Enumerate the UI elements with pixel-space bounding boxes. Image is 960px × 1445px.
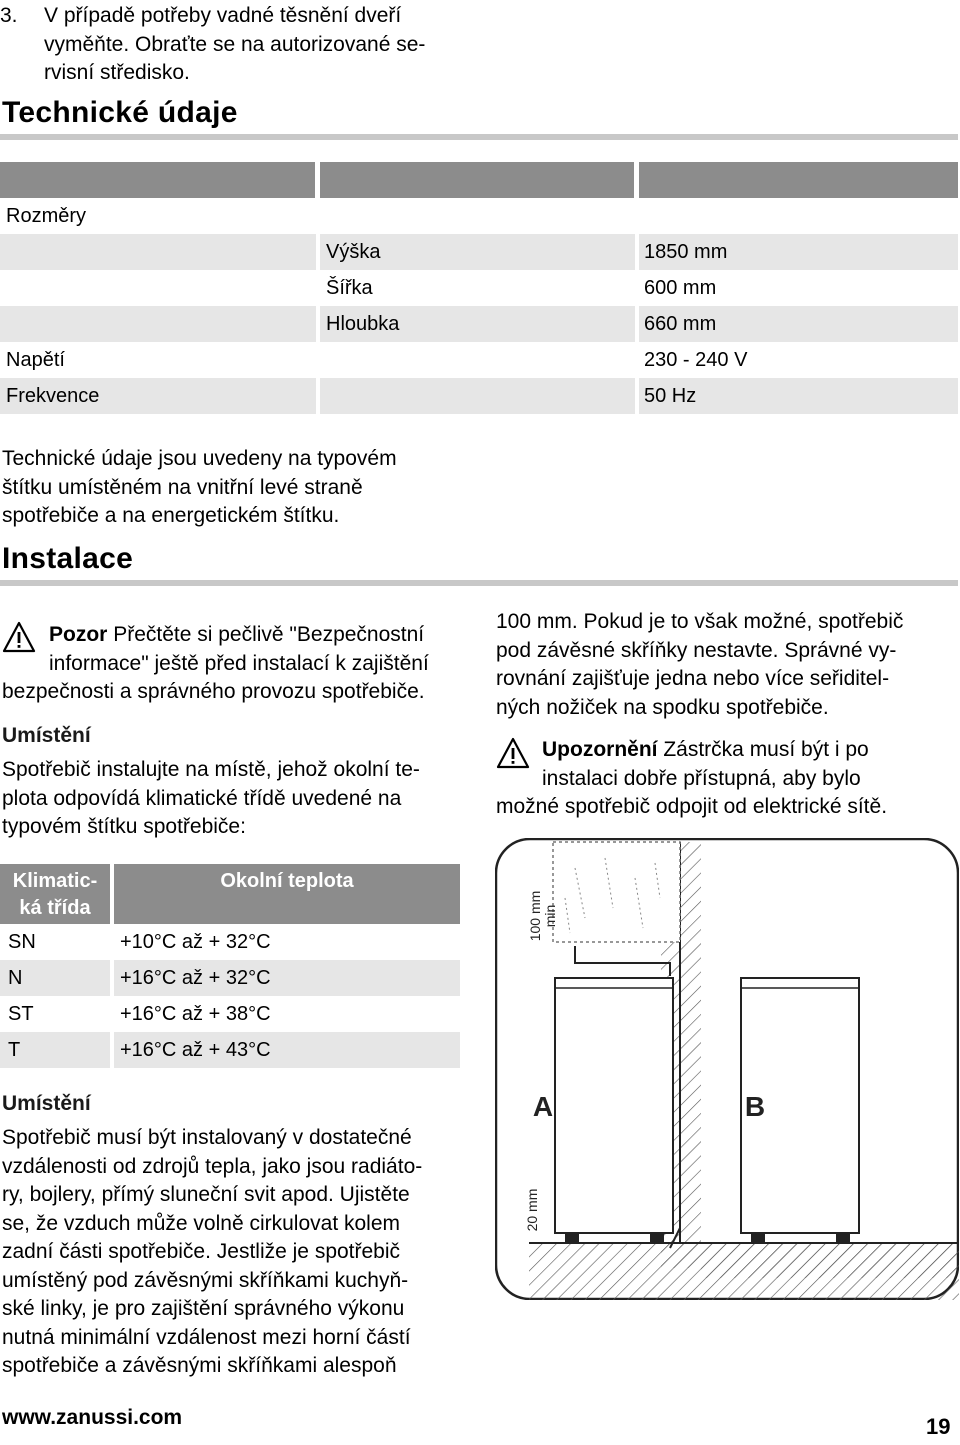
fridge-a-foot	[565, 1233, 579, 1243]
warning-label: Upozornění	[542, 738, 658, 761]
placement-title: Umístění	[2, 724, 91, 747]
placement-line: Spotřebič musí být instalovaný v dostatečné	[2, 1126, 412, 1149]
tech-value: 660 mm	[644, 313, 717, 335]
installation-diagram	[495, 838, 959, 1300]
tech-table-header-cell	[0, 162, 315, 198]
warning-text: možné spotřebič odpojit od elektrické sítě.	[496, 795, 888, 818]
warning-block	[496, 736, 958, 822]
placement-line: umístěný pod závěsnými skříňkami kuchyň-	[2, 1268, 409, 1292]
intro-number: 3.	[0, 4, 18, 27]
placement-title: Umístění	[2, 1092, 91, 1115]
placement-line: se, že vzduch může volně cirkulovat kolem	[2, 1211, 401, 1235]
install-heading-rule	[0, 580, 958, 586]
fridge-a	[555, 978, 673, 1233]
right-col-line: pod závěsné skříňky nestavte. Správné vy-	[496, 638, 897, 662]
climate-class: N	[8, 967, 23, 989]
tech-label: Frekvence	[6, 385, 100, 407]
placement-text	[2, 756, 472, 842]
label-b: B	[744, 1091, 766, 1122]
intro-line: V případě potřeby vadné těsnění dveří	[44, 4, 402, 27]
placement-line: typovém štítku spotřebiče:	[2, 815, 246, 838]
footer-url[interactable]: www.zanussi.com	[2, 1406, 183, 1429]
tech-label: Napětí	[6, 349, 65, 371]
table-divider	[635, 198, 639, 414]
tech-value: 1850 mm	[644, 241, 728, 263]
tech-table-header-cell	[320, 162, 634, 198]
placement-line: ry, bojlery, přímý sluneční svit apod. Ujistěte	[2, 1183, 410, 1206]
label-20mm: 20 mm	[524, 1188, 540, 1232]
climate-header-temp: Okolní teplota	[114, 864, 460, 924]
caution-text: Přečtěte si pečlivě "Bezpečnostní	[113, 623, 425, 646]
right-col-line: rovnání zajišťuje jedna nebo více seřiditel-	[496, 667, 890, 690]
tech-note-line: Technické údaje jsou uvedeny na typovém	[2, 447, 397, 470]
caution-label: Pozor	[49, 623, 108, 646]
page-number: 19	[926, 1414, 951, 1439]
climate-class: ST	[8, 1003, 34, 1025]
table-row	[0, 378, 958, 414]
placement-text	[2, 1124, 472, 1381]
tech-heading-rule	[0, 134, 958, 140]
placement-line: zadní části spotřebiče. Jestliže je spotřebič	[2, 1240, 401, 1263]
table-row	[0, 342, 958, 378]
intro-text	[44, 2, 474, 88]
caution-block	[2, 621, 472, 707]
label-min: min	[542, 904, 558, 928]
tech-note-line: spotřebiče a na energetickém štítku.	[2, 504, 340, 527]
install-heading: Instalace	[2, 542, 134, 575]
fridge-b-foot	[751, 1233, 765, 1243]
tech-label: Rozměry	[6, 205, 87, 227]
placement-line: ské linky, je pro zajištění správného výkonu	[2, 1297, 405, 1320]
table-row	[0, 1032, 460, 1068]
climate-temp: +16°C až + 38°C	[120, 1003, 271, 1025]
placement-line: Spotřebič instalujte na místě, jehož okolní te-	[2, 758, 420, 781]
table-row	[0, 306, 958, 342]
placement-line: plota odpovídá klimatické třídě uvedené na	[2, 786, 402, 810]
label-a: A	[532, 1091, 554, 1122]
floor-hatch-left	[529, 1243, 701, 1268]
table-divider	[316, 198, 320, 414]
climate-header-class-line: Klimatic-	[12, 870, 98, 892]
table-row	[0, 270, 958, 306]
caution-text: bezpečnosti a správného provozu spotřebiče.	[2, 680, 425, 703]
label-100mm: 100 mm	[527, 890, 543, 942]
right-col-line: ných nožiček na spodku spotřebiče.	[496, 695, 829, 719]
fridge-a-foot	[650, 1233, 664, 1243]
floor-hatch-right	[701, 1243, 957, 1278]
table-divider	[110, 924, 114, 1068]
climate-temp: +10°C až + 32°C	[120, 931, 271, 953]
tech-value: 50 Hz	[644, 385, 697, 407]
table-row	[0, 198, 958, 234]
climate-header-class-line: ká třída	[19, 897, 91, 919]
tech-sub: Šířka	[326, 277, 373, 299]
placement-line: nutná minimální vzdálenost mezi horní částí	[2, 1325, 411, 1349]
climate-class: T	[8, 1039, 21, 1061]
climate-header-class	[0, 864, 110, 924]
table-row	[0, 996, 460, 1032]
climate-class: SN	[8, 931, 36, 953]
tech-sub: Hloubka	[326, 313, 400, 335]
tech-sub: Výška	[326, 241, 381, 263]
fridge-b-foot	[836, 1233, 850, 1243]
table-row	[0, 234, 958, 270]
tech-table-header-cell	[639, 162, 958, 198]
caution-text: informace" ještě před instalací k zajištění	[49, 651, 429, 675]
intro-line: rvisní středisko.	[44, 61, 190, 84]
intro-line: vyměňte. Obraťte se na autorizované se-	[44, 32, 426, 56]
tech-heading: Technické údaje	[2, 96, 238, 129]
table-row	[0, 924, 460, 960]
climate-temp: +16°C až + 32°C	[120, 967, 271, 989]
tech-note	[2, 445, 472, 531]
tech-value: 600 mm	[644, 277, 717, 299]
warning-text: instalaci dobře přístupná, aby bylo	[542, 766, 861, 790]
placement-line: vzdálenosti od zdrojů tepla, jako jsou radiáto-	[2, 1154, 423, 1178]
tech-note-line: štítku umístěném na vnitřní levé straně	[2, 475, 363, 499]
cabinet	[553, 842, 680, 942]
placement-line: spotřebiče a závěsnými skříňkami alespoň	[2, 1354, 397, 1377]
table-row	[0, 960, 460, 996]
warning-text: Zástrčka musí být i po	[663, 738, 869, 761]
right-col-text	[496, 608, 958, 722]
tech-value: 230 - 240 V	[644, 349, 748, 371]
right-col-line: 100 mm. Pokud je to však možné, spotřebič	[496, 610, 904, 633]
climate-temp: +16°C až + 43°C	[120, 1039, 271, 1061]
